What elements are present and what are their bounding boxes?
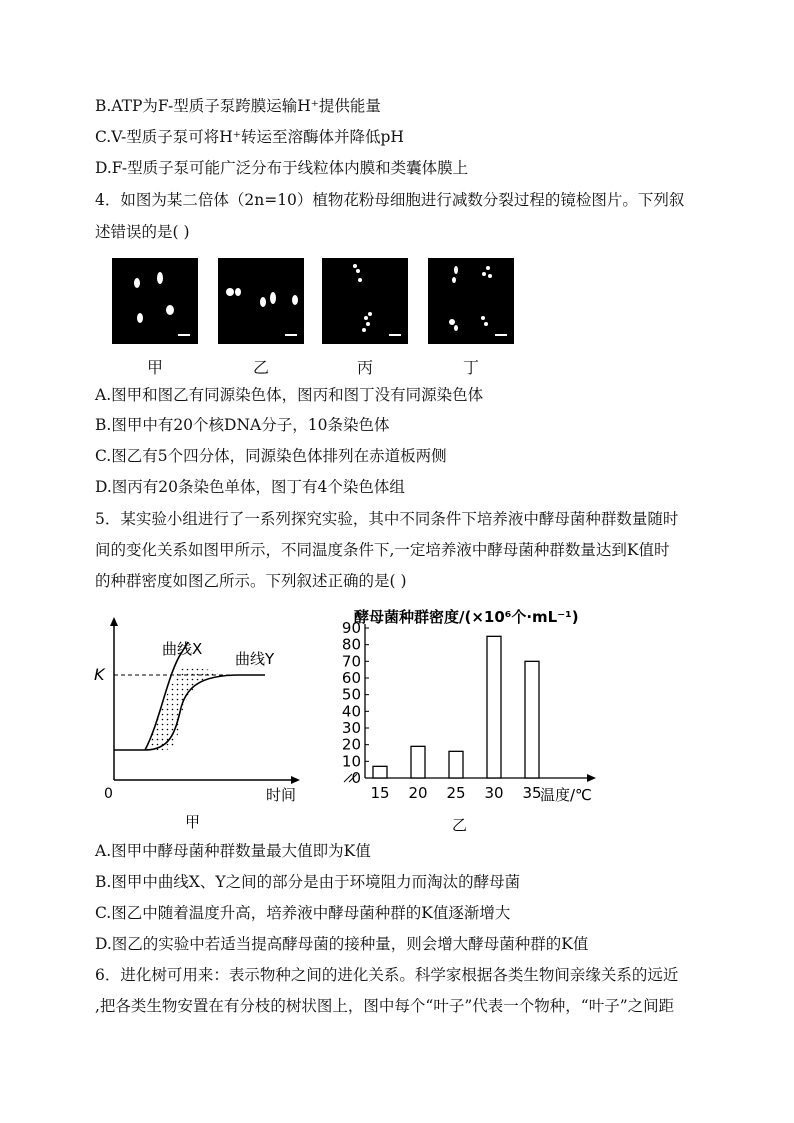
q4-stem-line1: 4．如图为某二倍体（2n=10）植物花粉母细胞进行减数分裂过程的镜检图片。下列叙	[95, 191, 685, 209]
x-tick-label: 30	[484, 784, 504, 802]
y-tick-label: 50	[341, 685, 361, 704]
micrograph-label-ding: 丁	[462, 358, 479, 377]
q3-option-d: D.F-型质子泵可能广泛分布于线粒体内膜和类囊体膜上	[95, 159, 469, 177]
chromosome-image	[218, 258, 304, 344]
curve-x-label: 曲线X	[162, 640, 203, 658]
shaded-region	[145, 667, 230, 750]
q4-option-a: A.图甲和图乙有同源染色体，图丙和图丁没有同源染色体	[95, 386, 484, 404]
micrograph-label-bing: 丙	[356, 358, 373, 377]
q5-option-a: A.图甲中酵母菌种群数量最大值即为K值	[95, 842, 371, 860]
y-tick-label: 90	[341, 619, 361, 637]
chart-x-label: 温度/℃	[540, 786, 592, 804]
y-tick-label: 30	[341, 719, 361, 737]
q5-option-b: B.图甲中曲线X、Y之间的部分是由于环境阻力而淘汰的酵母菌	[95, 873, 521, 891]
y-tick-label: 70	[341, 652, 361, 671]
y-tick-label: 20	[341, 735, 361, 754]
y-tick-label: 40	[341, 702, 361, 721]
x-axis-label: 时间	[266, 786, 297, 804]
chart-title: 酵母菌种群密度/(×10⁶个·mL⁻¹)	[354, 608, 579, 626]
chart-caption: 乙	[452, 816, 468, 834]
x-tick-label: 20	[408, 784, 428, 802]
q5-option-d: D.图乙的实验中若适当提高酵母菌的接种量，则会增大酵母菌种群的K值	[95, 935, 589, 953]
micrograph-label-jia: 甲	[146, 358, 163, 377]
q6-line2: ,把各类生物安置在有分枝的树状图上，图中每个“叶子”代表一个物种，“叶子”之间距	[95, 997, 675, 1015]
q5-stem-line1: 5．某实验小组进行了一系列探究实验，其中不同条件下培养液中酵母菌种群数量随时	[95, 510, 679, 528]
q3-option-b: B.ATP为F-型质子泵跨膜运输H⁺提供能量	[95, 97, 381, 115]
q5-stem-line3: 的种群密度如图乙所示。下列叙述正确的是( )	[95, 572, 407, 590]
curve-y-label: 曲线Y	[235, 650, 275, 668]
chart-yi	[318, 600, 618, 835]
q5-stem-line2: 间的变化关系如图甲所示，不同温度条件下,一定培养液中酵母菌种群数量达到K值时	[95, 541, 670, 559]
bar-20	[411, 746, 425, 778]
bar-15	[373, 766, 387, 778]
origin-label: 0	[104, 786, 113, 802]
x-axis-arrow	[291, 776, 300, 784]
x-tick-label: 15	[370, 784, 390, 802]
k-label: K	[94, 665, 105, 684]
x-tick-label: 35	[522, 784, 542, 802]
bar-30	[487, 636, 501, 778]
q6-line1: 6．进化树可用来：表示物种之间的进化关系。科学家根据各类生物间亲缘关系的远近	[95, 966, 679, 984]
y-tick-label: 60	[341, 669, 361, 687]
y-tick-label: 80	[341, 635, 361, 654]
q4-option-c: C.图乙有5个四分体，同源染色体排列在赤道板两侧	[95, 447, 447, 465]
q4-option-d: D.图丙有20条染色单体，图丁有4个染色体组	[95, 478, 405, 496]
graph-jia	[90, 612, 305, 832]
micrograph-ding	[428, 258, 514, 344]
micrograph-jia	[112, 258, 198, 344]
micrograph-label-yi: 乙	[252, 358, 269, 377]
bar-35	[525, 661, 539, 778]
graph-caption: 甲	[185, 813, 201, 831]
y-axis-arrow	[110, 617, 118, 626]
q4-stem-line2: 述错误的是( )	[95, 223, 190, 241]
q4-option-b: B.图甲中有20个核DNA分子，10条染色体	[95, 416, 390, 434]
y-tick-label: 10	[341, 752, 361, 771]
chromosome-image	[428, 258, 514, 344]
bar-25	[449, 751, 463, 778]
micrograph-yi	[218, 258, 304, 344]
x-tick-label: 25	[446, 784, 466, 802]
chart-x-arrow	[587, 774, 596, 782]
micrograph-bing	[322, 258, 408, 344]
chromosome-image	[322, 258, 408, 344]
q5-option-c: C.图乙中随着温度升高，培养液中酵母菌种群的K值逐渐增大	[95, 904, 511, 922]
chromosome-image	[112, 258, 198, 344]
y-tick-label: 0	[351, 769, 361, 787]
q3-option-c: C.V-型质子泵可将H⁺转运至溶酶体并降低pH	[95, 128, 404, 146]
